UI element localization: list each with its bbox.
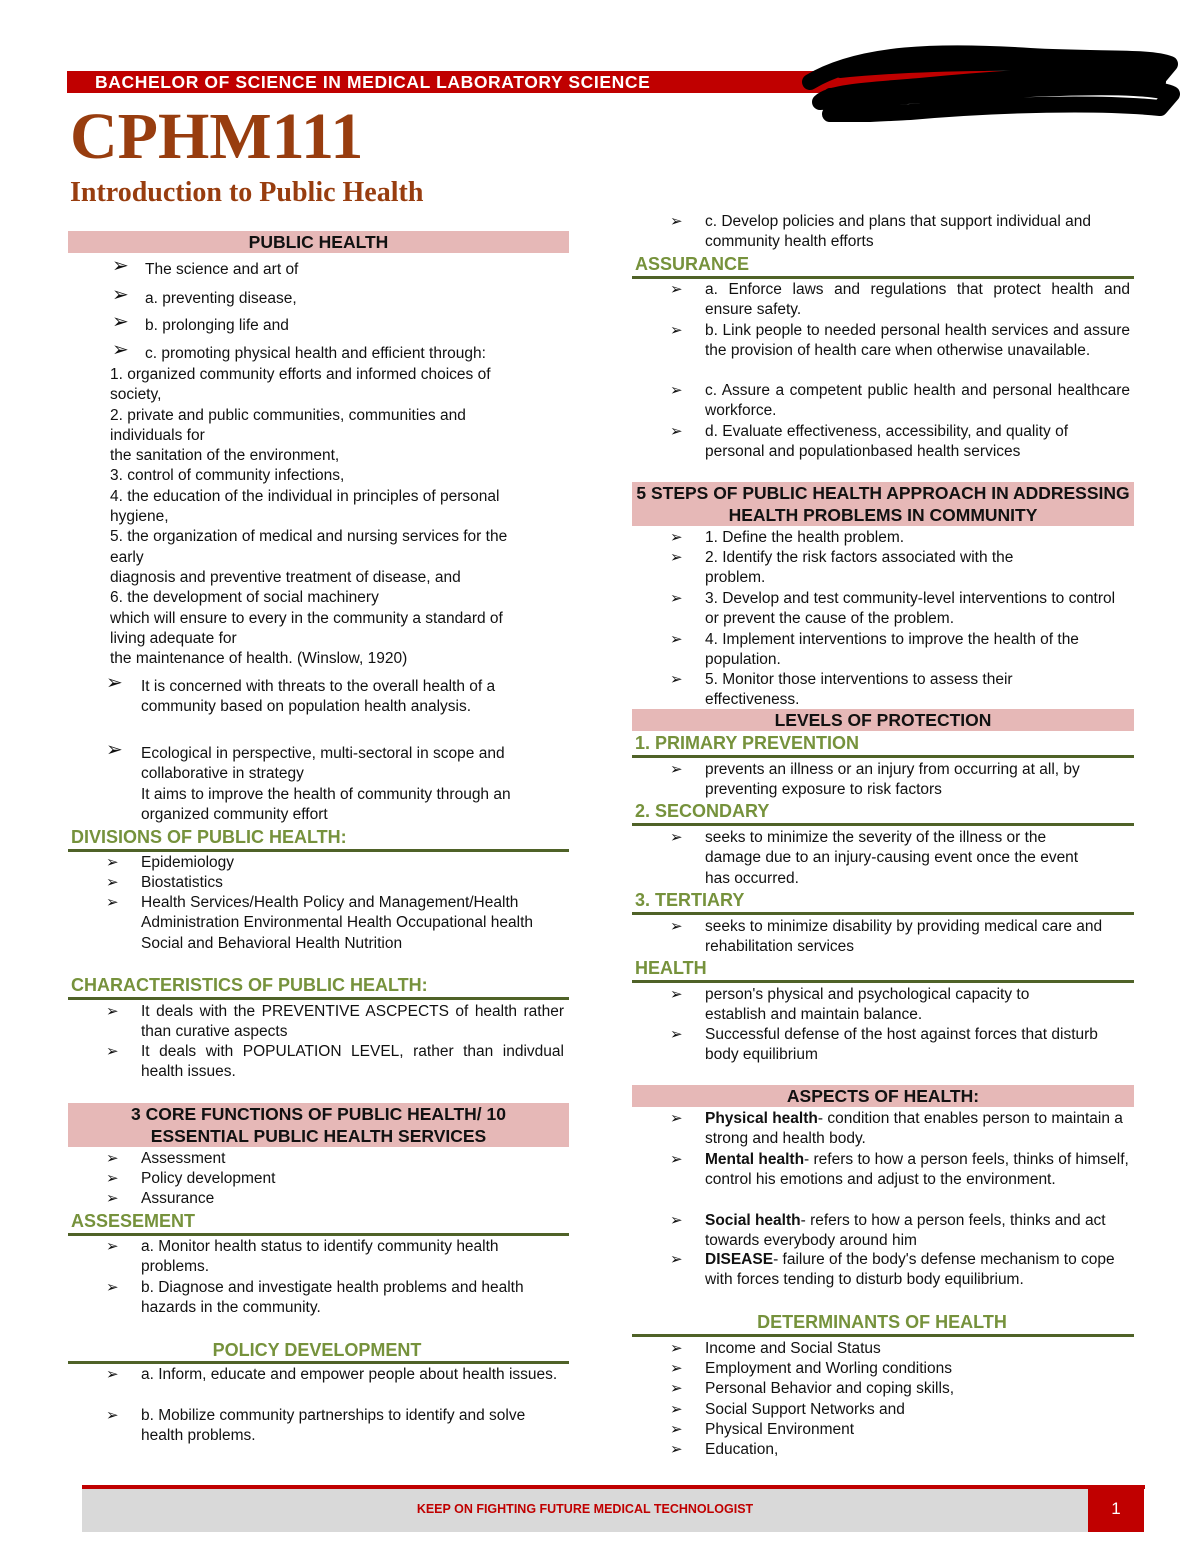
arrow-bullet-icon: ➢ <box>112 339 129 361</box>
levels-of-protection-heading: LEVELS OF PROTECTION <box>632 709 1134 731</box>
list-item: ➢ seeks to minimize the severity of the illness or the damage due to an injury-causing event once the event has occurred. <box>670 829 1079 887</box>
list-item: ➢ Assurance <box>106 1189 551 1209</box>
public-health-heading: PUBLIC HEALTH <box>68 231 569 253</box>
aspect-term: Social health <box>705 1212 801 1229</box>
section-rule <box>632 980 1134 983</box>
list-item: ➢ person's physical and psychological capacity to establish and maintain balance. <box>670 986 1030 1024</box>
list-item: ➢ 3. Develop and test community-level interventions to control or prevent the cause of the problem. <box>670 590 1116 628</box>
list-item: ➢ Income and Social Status <box>670 1339 1115 1359</box>
arrow-bullet-icon: ➢ <box>670 631 683 648</box>
program-banner-text: BACHELOR OF SCIENCE IN MEDICAL LABORATORY SCIENCE <box>95 72 651 92</box>
arrow-bullet-icon: ➢ <box>106 1003 119 1020</box>
list-item: ➢ b. Mobilize community partnerships to identify and solve health problems. <box>106 1407 526 1445</box>
aspect-term: Mental health <box>705 1151 805 1168</box>
list-item: ➢ 4. Implement interventions to improve the health of the population. <box>670 631 1079 669</box>
list-item: ➢ It deals with POPULATION LEVEL, rather than indivdual health issues. <box>106 1043 564 1081</box>
core-functions-heading: 3 CORE FUNCTIONS OF PUBLIC HEALTH/ 10 ESSENTIAL PUBLIC HEALTH SERVICES <box>68 1103 569 1147</box>
list-item: ➢ seeks to minimize disability by providing medical care and rehabilitation services <box>670 918 1103 956</box>
arrow-bullet-icon: ➢ <box>112 284 129 306</box>
arrow-bullet-icon: ➢ <box>670 281 683 298</box>
list-item: ➢ Epidemiology <box>106 853 551 873</box>
list-item: ➢ b. prolonging life and <box>112 311 289 334</box>
arrow-bullet-icon: ➢ <box>670 671 683 688</box>
aspect-term: DISEASE <box>705 1251 774 1268</box>
section-rule <box>632 1334 1134 1337</box>
footer-motto: KEEP ON FIGHTING FUTURE MEDICAL TECHNOLOGIST <box>416 1502 754 1516</box>
arrow-bullet-icon: ➢ <box>106 1279 119 1296</box>
arrow-bullet-icon: ➢ <box>670 1340 683 1357</box>
arrow-bullet-icon: ➢ <box>670 590 683 607</box>
five-steps-heading: 5 STEPS OF PUBLIC HEALTH APPROACH IN ADDRESSING HEALTH PROBLEMS IN COMMUNITY <box>632 482 1134 526</box>
list-item: ➢ 5. Monitor those interventions to assess their effectiveness. <box>670 671 1013 709</box>
list-item: ➢ a. Inform, educate and empower people about health issues. <box>106 1365 561 1385</box>
section-rule <box>68 1233 569 1236</box>
list-item: ➢ Mental health- refers to how a person feels, thinks of himself, control his emotions and adjust to the environment. <box>670 1151 1129 1189</box>
arrow-bullet-icon: ➢ <box>670 761 683 778</box>
footer <box>82 1489 1088 1532</box>
list-item: ➢ c. Assure a competent public health and personal healthcare workforce. <box>670 382 1130 420</box>
list-item: ➢ Education, <box>670 1440 1115 1460</box>
page-number: 1 <box>1088 1485 1144 1532</box>
list-item: ➢ The science and art of <box>112 255 299 278</box>
list-item: ➢ Policy development <box>106 1169 551 1189</box>
list-item: ➢ 1. Define the health problem. <box>670 528 1115 548</box>
list-item: ➢ Health Services/Health Policy and Management/Health Administration Environmental Health Occupational health Social and Behavioral Health Nutrition <box>106 894 534 952</box>
list-item: ➢ b. Diagnose and investigate health problems and health hazards in the community. <box>106 1279 524 1317</box>
list-item: ➢ Employment and Worling conditions <box>670 1359 1115 1379</box>
arrow-bullet-icon: ➢ <box>670 986 683 1003</box>
secondary-prevention-heading: 2. SECONDARY <box>635 801 770 821</box>
list-item: ➢ Assessment <box>106 1149 551 1169</box>
arrow-bullet-icon: ➢ <box>106 1170 119 1187</box>
policy-development-heading: POLICY DEVELOPMENT <box>212 1340 422 1360</box>
tertiary-prevention-heading: 3. TERTIARY <box>635 890 745 910</box>
list-item: ➢ Biostatistics <box>106 873 551 893</box>
arrow-bullet-icon: ➢ <box>670 1441 683 1458</box>
list-item: ➢ a. preventing disease, <box>112 284 297 307</box>
list-item: ➢ b. Link people to needed personal health services and assure the provision of health care when otherwise unavailable. <box>670 322 1130 360</box>
list-item: ➢ c. promoting physical health and efficient through: <box>112 339 486 362</box>
section-rule <box>632 912 1134 915</box>
arrow-bullet-icon: ➢ <box>670 1380 683 1397</box>
section-rule <box>632 755 1134 758</box>
section-rule <box>68 997 569 1000</box>
list-item: ➢ Successful defense of the host against forces that disturb body equilibrium <box>670 1026 1098 1064</box>
list-item: ➢ Social health- refers to how a person feels, thinks and act towards everybody around him <box>670 1212 1106 1250</box>
arrow-bullet-icon: ➢ <box>106 1238 119 1255</box>
determinants-heading: DETERMINANTS OF HEALTH <box>757 1312 1007 1332</box>
arrow-bullet-icon: ➢ <box>670 1421 683 1438</box>
arrow-bullet-icon: ➢ <box>670 1401 683 1418</box>
course-code: CPHM111 <box>70 100 364 173</box>
arrow-bullet-icon: ➢ <box>670 1251 683 1268</box>
arrow-bullet-icon: ➢ <box>106 874 119 891</box>
list-item: ➢ Social Support Networks and <box>670 1400 1115 1420</box>
primary-prevention-heading: 1. PRIMARY PREVENTION <box>635 733 860 753</box>
assessment-heading: ASSESEMENT <box>71 1211 196 1231</box>
arrow-bullet-icon: ➢ <box>670 1360 683 1377</box>
aspect-term: Physical health <box>705 1110 818 1127</box>
arrow-bullet-icon: ➢ <box>106 672 123 694</box>
list-item: ➢ Personal Behavior and coping skills, <box>670 1379 1115 1399</box>
list-item: ➢ 2. Identify the risk factors associated with the problem. <box>670 549 1014 587</box>
winslow-definition: 1. organized community efforts and informed choices of society, 2. private and public communities, communities and individuals for the sanitation of the environment, 3. control of community infections, 4. the education of the individual in principles of personal hygiene, 5. the organization of medical and nursing services for the early diagnosis and preventive treatment of disease, and 6. the development of social machinery which will ensure to every in the community a standard of living adequate for the maintenance of health. (Winslow, 1920) <box>110 366 508 668</box>
arrow-bullet-icon: ➢ <box>670 382 683 399</box>
divisions-heading: DIVISIONS OF PUBLIC HEALTH: <box>71 827 347 847</box>
list-item: ➢ It is concerned with threats to the overall health of a community based on population health analysis. <box>106 672 496 716</box>
list-item: ➢ It deals with the PREVENTIVE ASCPECTS of health rather than curative aspects <box>106 1003 564 1041</box>
arrow-bullet-icon: ➢ <box>670 1151 683 1168</box>
section-rule <box>68 1361 569 1364</box>
list-item: ➢ a. Enforce laws and regulations that protect health and ensure safety. <box>670 281 1130 319</box>
arrow-bullet-icon: ➢ <box>106 1190 119 1207</box>
arrow-bullet-icon: ➢ <box>106 1043 119 1060</box>
aspects-of-health-heading: ASPECTS OF HEALTH: <box>632 1085 1134 1107</box>
section-rule <box>632 823 1134 826</box>
arrow-bullet-icon: ➢ <box>670 1212 683 1229</box>
arrow-bullet-icon: ➢ <box>670 1026 683 1043</box>
arrow-bullet-icon: ➢ <box>670 549 683 566</box>
course-name: Introduction to Public Health <box>70 177 424 208</box>
arrow-bullet-icon: ➢ <box>670 322 683 339</box>
arrow-bullet-icon: ➢ <box>112 311 129 333</box>
arrow-bullet-icon: ➢ <box>106 1407 119 1424</box>
arrow-bullet-icon: ➢ <box>670 918 683 935</box>
arrow-bullet-icon: ➢ <box>112 255 129 277</box>
arrow-bullet-icon: ➢ <box>670 829 683 846</box>
arrow-bullet-icon: ➢ <box>670 423 683 440</box>
list-item: ➢ d. Evaluate effectiveness, accessibility, and quality of personal and populationbased health services <box>670 423 1069 461</box>
list-item: ➢ Ecological in perspective, multi-sectoral in scope and collaborative in strategy It aims to improve the health of community through an organized community effort <box>106 739 511 823</box>
section-rule <box>68 849 569 852</box>
redaction-scribble <box>800 42 1180 122</box>
list-item: ➢ DISEASE- failure of the body's defense mechanism to cope with forces tending to disturb body equilibrium. <box>670 1251 1115 1289</box>
arrow-bullet-icon: ➢ <box>670 1110 683 1127</box>
characteristics-heading: CHARACTERISTICS OF PUBLIC HEALTH: <box>71 975 428 995</box>
arrow-bullet-icon: ➢ <box>670 213 683 230</box>
arrow-bullet-icon: ➢ <box>106 894 119 911</box>
section-rule <box>632 276 1134 279</box>
health-heading: HEALTH <box>635 958 707 978</box>
list-item: ➢ prevents an illness or an injury from occurring at all, by preventing exposure to risk factors <box>670 761 1080 799</box>
list-item: ➢ Physical health- condition that enables person to maintain a strong and health body. <box>670 1110 1123 1148</box>
arrow-bullet-icon: ➢ <box>106 854 119 871</box>
list-item: ➢ c. Develop policies and plans that support individual and community health efforts <box>670 213 1092 251</box>
assurance-heading: ASSURANCE <box>635 254 750 274</box>
arrow-bullet-icon: ➢ <box>106 1150 119 1167</box>
arrow-bullet-icon: ➢ <box>106 1366 119 1383</box>
arrow-bullet-icon: ➢ <box>670 529 683 546</box>
list-item: ➢ a. Monitor health status to identify community health problems. <box>106 1238 499 1276</box>
list-item: ➢ Physical Environment <box>670 1420 1115 1440</box>
arrow-bullet-icon: ➢ <box>106 739 123 761</box>
